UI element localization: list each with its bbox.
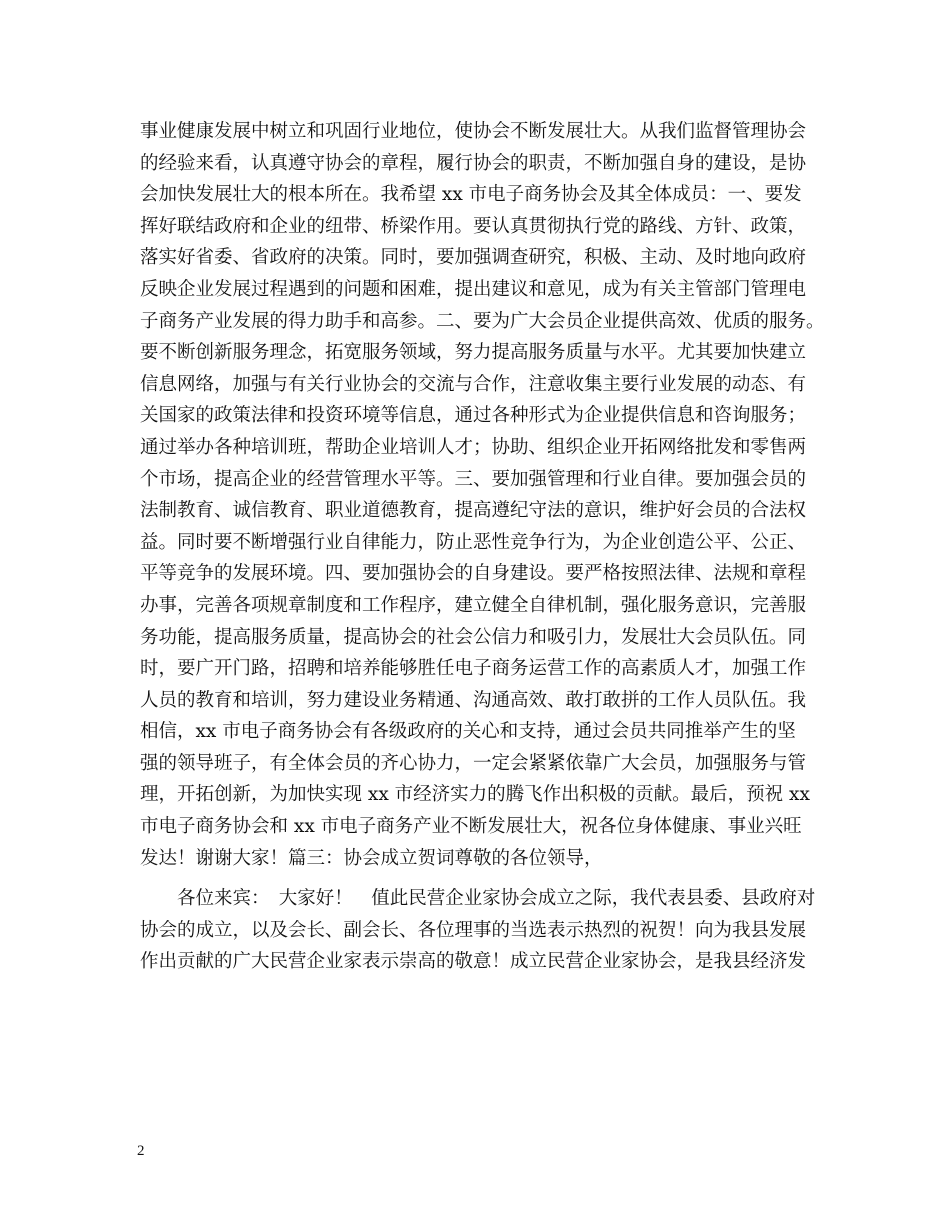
text-line: 各位来宾： 大家好！ 值此民营企业家协会成立之际，我代表县委、县政府对 [177, 888, 816, 910]
text-line: 强的领导班子，有全体会员的齐心协力，一定会紧紧依靠广大会员，加强服务与管 [140, 752, 807, 774]
text-line: 时，要广开门路，招聘和培养能够胜任电子商务运营工作的高素质人才，加强工作 [140, 658, 807, 680]
text-line: 反映企业发展过程遇到的问题和困难，提出建议和意见，成为有关主管部门管理电 [140, 278, 807, 300]
text-line: 理，开拓创新，为加快实现 xx 市经济实力的腾飞作出积极的贡献。最后，预祝 xx [140, 784, 810, 806]
paragraph-gap [140, 874, 840, 883]
text-line: 市电子商务协会和 xx 市电子商务产业不断发展壮大，祝各位身体健康、事业兴旺 [140, 816, 802, 838]
text-line: 事业健康发展中树立和巩固行业地位，使协会不断发展壮大。从我们监督管理协会 [140, 121, 807, 142]
text-line: 益。同时要不断增强行业自律能力，防止恶性竞争行为，为企业创造公平、公正、 [140, 531, 807, 553]
text-line: 办事，完善各项规章制度和工作程序，建立健全自律机制，强化服务意识，完善服 [140, 594, 807, 616]
document-body [140, 116, 840, 978]
text-line: 发达！谢谢大家！篇三：协会成立贺词尊敬的各位领导， [140, 847, 603, 869]
text-line: 务功能，提高服务质量，提高协会的社会公信力和吸引力，发展壮大会员队伍。同 [140, 626, 807, 648]
text-line: 子商务产业发展的得力助手和高参。二、要为广大会员企业提供高效、优质的服务。 [140, 310, 825, 332]
text-line: 挥好联结政府和企业的纽带、桥梁作用。要认真贯彻执行党的路线、方针、政策， [140, 215, 807, 237]
text-line: 的经验来看，认真遵守协会的章程，履行协会的职责，不断加强自身的建设，是协 [140, 152, 807, 174]
text-line: 要不断创新服务理念，拓宽服务领域，努力提高服务质量与水平。尤其要加快建立 [140, 342, 807, 364]
text-line: 关国家的政策法律和投资环境等信息，通过各种形式为企业提供信息和咨询服务； [140, 405, 807, 427]
text-line: 通过举办各种培训班，帮助企业培训人才；协助、组织企业开拓网络批发和零售两 [140, 436, 807, 458]
text-line: 个市场，提高企业的经营管理水平等。三、要加强管理和行业自律。要加强会员的 [140, 468, 807, 490]
text-line: 协会的成立，以及会长、副会长、各位理事的当选表示热烈的祝贺！向为我县发展 [140, 919, 807, 941]
page-number: 2 [137, 1143, 145, 1159]
text-line: 人员的教育和培训，努力建设业务精通、沟通高效、敢打敢拼的工作人员队伍。我 [140, 689, 807, 711]
text-line: 平等竞争的发展环境。四、要加强协会的自身建设。要严格按照法律、法规和章程 [140, 563, 807, 585]
text-line: 作出贡献的广大民营企业家表示崇高的敬意！成立民营企业家协会，是我县经济发 [140, 951, 807, 973]
text-line: 相信，xx 市电子商务协会有各级政府的关心和支持，通过会员共同推举产生的坚 [140, 721, 796, 743]
text-line: 落实好省委、省政府的决策。同时，要加强调查研究，积极、主动、及时地向政府 [140, 247, 807, 269]
text-line: 法制教育、诚信教育、职业道德教育，提高遵纪守法的意识，维护好会员的合法权 [140, 500, 807, 522]
text-line: 会加快发展壮大的根本所在。我希望 xx 市电子商务协会及其全体成员：一、要发 [140, 184, 802, 206]
text-line: 信息网络，加强与有关行业协会的交流与合作，注意收集主要行业发展的动态、有 [140, 373, 807, 395]
